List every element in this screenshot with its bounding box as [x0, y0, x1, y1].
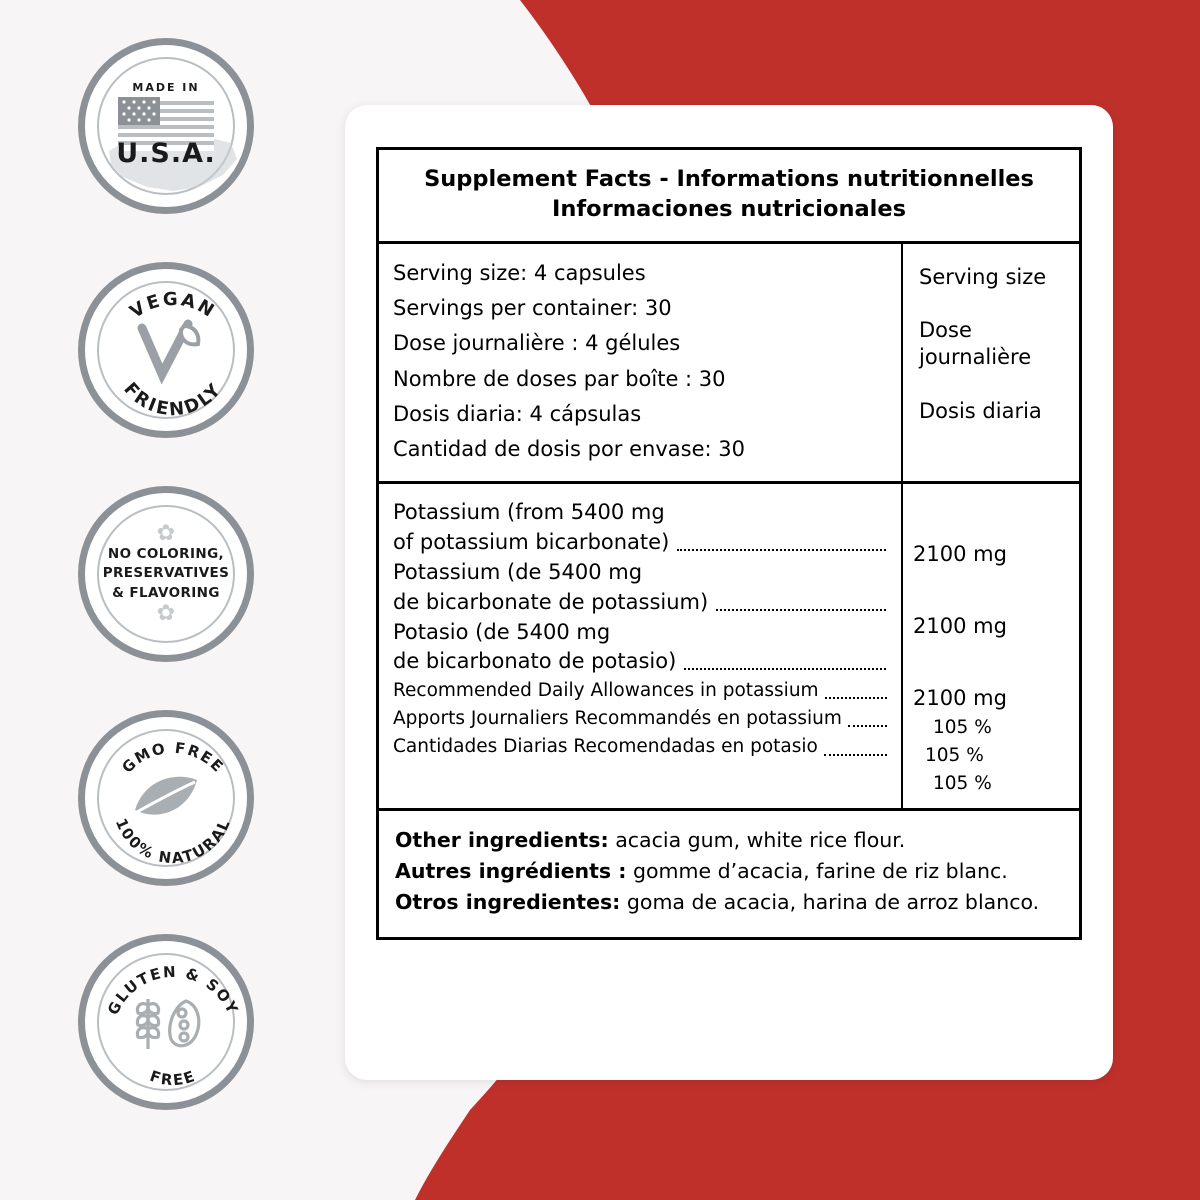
rda-line: [393, 733, 889, 761]
serving-size-header: Serving size: [919, 264, 1047, 289]
nutrient-line: Potassium (from 5400 mg: [393, 500, 665, 525]
other-ingredients-label-en: Other ingredients:: [395, 828, 609, 853]
other-ingredients-label-fr: Autres ingrédients :: [395, 859, 627, 884]
badge-gluten-arc-top: GLUTEN & SOY: [103, 962, 243, 1018]
value-spacer: [907, 642, 1069, 684]
badge-vegan-friendly: [78, 262, 254, 438]
serving-line: Dose journalière : 4 gélules: [393, 331, 681, 356]
badge-gluten-soy-free: [78, 934, 254, 1110]
serving-line: Servings per container: 30: [393, 296, 672, 321]
serving-line: Cantidad de dosis por envase: 30: [393, 437, 745, 462]
nutrient-line-text: de bicarbonate de potassium): [393, 589, 709, 614]
leaf-sprig-icon-top: ✿: [156, 520, 176, 546]
serving-info-right: [903, 244, 1079, 482]
nutrient-value: 2100 mg: [913, 685, 1007, 710]
vegan-leaf-check-icon: [126, 312, 206, 388]
other-ingredients-fr: [395, 856, 1063, 887]
serving-line: Dosis diaria: 4 cápsulas: [393, 401, 642, 426]
nutrients-right: [903, 484, 1079, 808]
certification-badge-column: [78, 38, 254, 1158]
nutrient-line-dots: [393, 588, 889, 618]
rda-value: 105 %: [933, 716, 992, 738]
nutrient-line: Potasio (de 5400 mg: [393, 619, 611, 644]
dose-journaliere-header: Dose journalière: [919, 318, 1032, 370]
nutrients-left: [379, 484, 903, 808]
leaf-sprig-icon-bottom: ✿: [156, 601, 176, 627]
nutrient-line-dots: [393, 528, 889, 558]
badge-gmo-arc-top: GMO FREE: [118, 738, 228, 777]
rda-value: 105 %: [925, 744, 984, 766]
serving-info-left: [379, 244, 903, 482]
rda-text: Cantidades Diarias Recomendadas en potasio: [393, 736, 818, 758]
rda-value: 105 %: [933, 773, 992, 794]
badge-gmo-free: [78, 710, 254, 886]
wheat-soy-icon: [124, 991, 208, 1053]
other-ingredients-text-fr: gomme d’acacia, farine de riz blanc.: [633, 859, 1008, 884]
other-ingredients-text-es: goma de acacia, harina de arroz blanco.: [626, 890, 1040, 915]
rda-line: [393, 677, 889, 705]
badge-usa-main-text: U.S.A.: [116, 138, 216, 169]
badge-gluten-arc-bottom: FREE: [147, 1066, 199, 1090]
nutrient-line-text: of potassium bicarbonate): [393, 530, 670, 555]
other-ingredients-es: [395, 887, 1063, 918]
badge-vegan-arc-top: VEGAN: [126, 288, 220, 323]
badge-nocoloring-line-3: & FLAVORING: [112, 584, 220, 601]
nutrient-value: 2100 mg: [913, 542, 1007, 567]
value-spacer: [907, 498, 1069, 540]
nutrient-line-dots: [393, 647, 889, 677]
rda-text: Apports Journaliers Recommandés en potassium: [393, 708, 842, 730]
badge-usa-top-text: MADE IN: [132, 81, 200, 95]
supplement-facts-title: [379, 150, 1079, 244]
nutrient-line: Potassium (de 5400 mg: [393, 559, 643, 584]
other-ingredients-text-en: acacia gum, white rice flour.: [615, 828, 906, 853]
other-ingredients-label-es: Otros ingredientes:: [395, 890, 621, 915]
serving-info-row: [379, 244, 1079, 485]
nutrient-line-text: de bicarbonato de potasio): [393, 649, 677, 674]
nutrients-row: [379, 484, 1079, 811]
value-spacer: [907, 570, 1069, 612]
dot-leader: [716, 609, 886, 611]
badge-no-coloring: [78, 486, 254, 662]
supplement-facts-table: [376, 147, 1082, 940]
dot-leader: [848, 725, 887, 727]
dot-leader: [677, 549, 886, 551]
dosis-diaria-header: Dosis diaria: [919, 398, 1042, 423]
dot-leader: [684, 668, 886, 670]
other-ingredients-en: [395, 825, 1063, 856]
badge-made-in-usa: [78, 38, 254, 214]
supplement-facts-panel: [345, 105, 1113, 1080]
serving-line: Nombre de doses par boîte : 30: [393, 366, 726, 391]
nutrient-value: 2100 mg: [913, 614, 1007, 639]
rda-line: [393, 705, 889, 733]
badge-nocoloring-line-2: PRESERVATIVES: [102, 565, 230, 582]
dot-leader: [824, 754, 887, 756]
badge-vegan-arc-bottom: FRIENDLY: [119, 378, 227, 421]
title-line-1: Supplement Facts - Informations nutritionnelles: [424, 166, 1034, 192]
title-line-2: Informaciones nutricionales: [551, 196, 907, 223]
dot-leader: [825, 697, 887, 699]
serving-line: Serving size: 4 capsules: [393, 260, 646, 285]
other-ingredients-row: [379, 811, 1079, 936]
rda-text: Recommended Daily Allowances in potassium: [393, 680, 819, 702]
badge-nocoloring-line-1: NO COLORING,: [107, 545, 225, 562]
leaf-icon: [129, 770, 203, 826]
badge-gmo-arc-bottom: 100% NATURAL: [111, 815, 235, 868]
